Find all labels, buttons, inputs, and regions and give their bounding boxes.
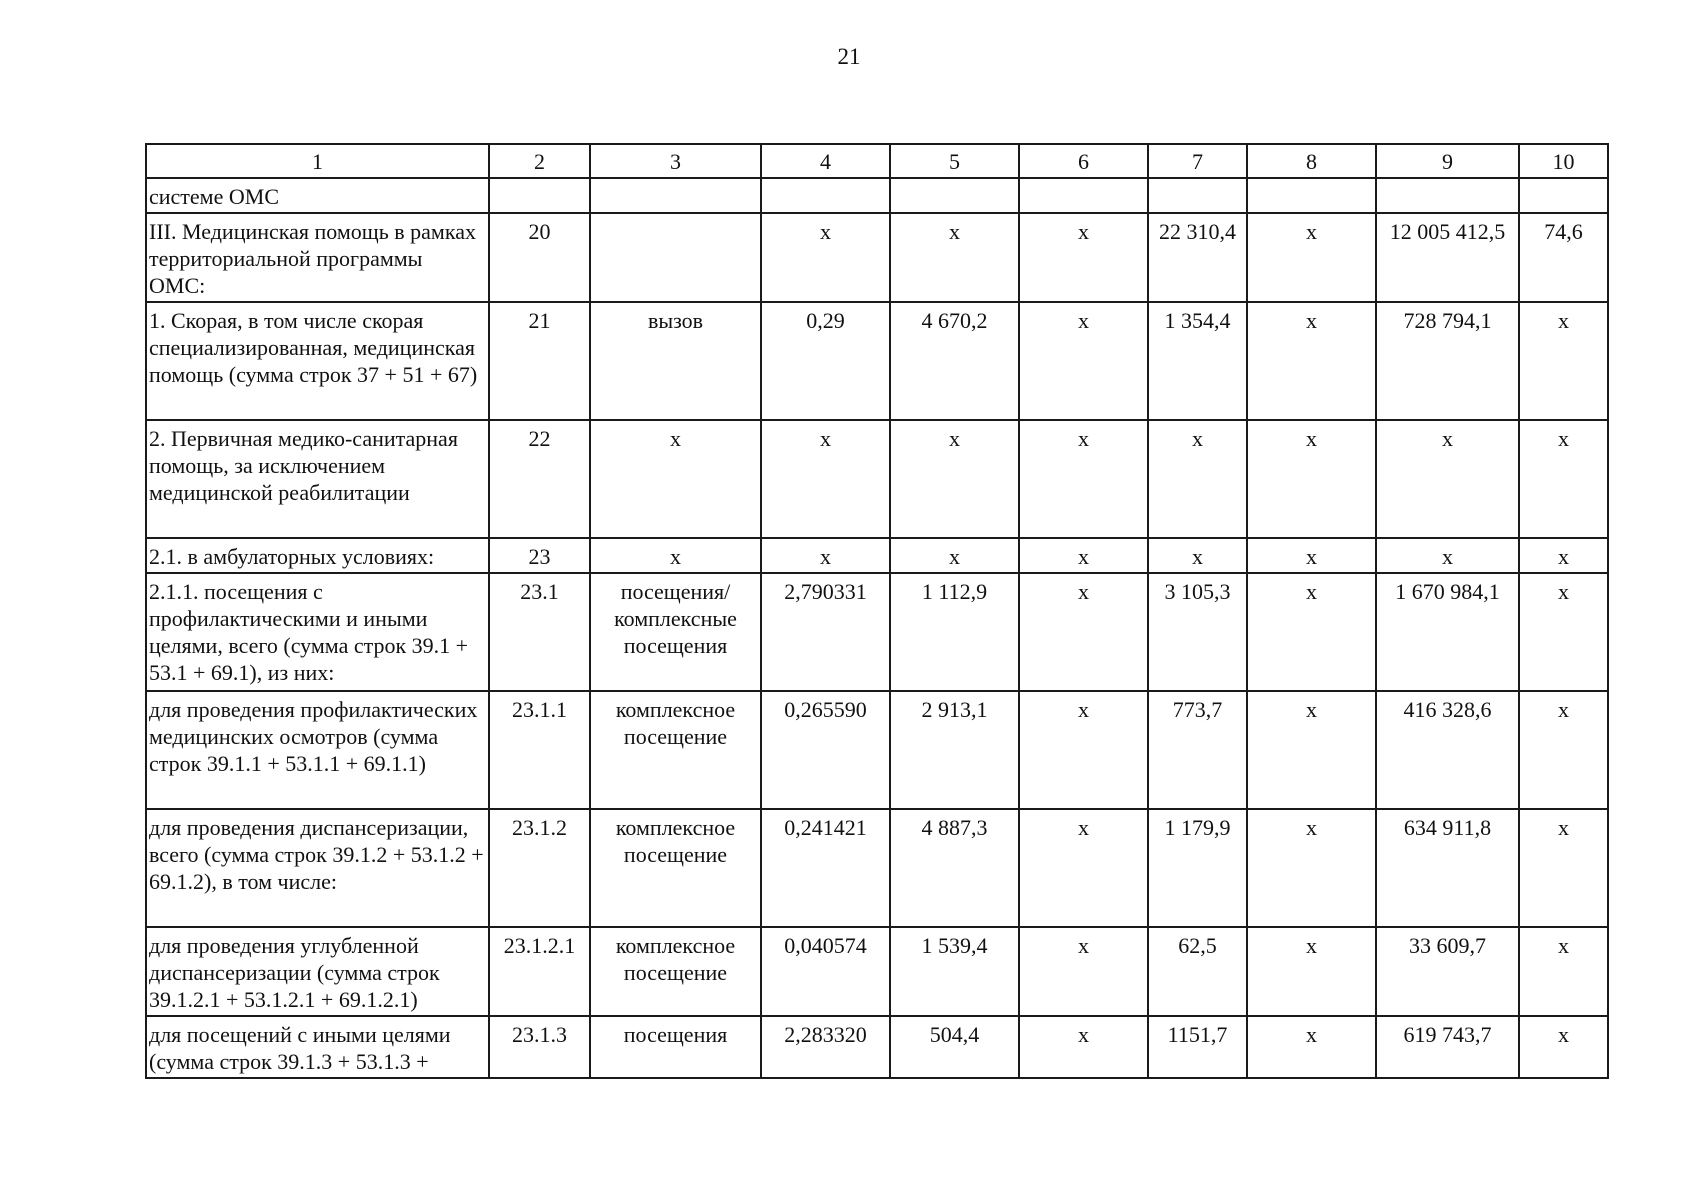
table-cell: х: [1519, 538, 1608, 573]
table-cell: 634 911,8: [1376, 809, 1519, 927]
table-cell: х: [1247, 420, 1376, 538]
table-cell: х: [1519, 809, 1608, 927]
table-cell: х: [1376, 420, 1519, 538]
table-row: [146, 691, 1608, 809]
table-cell: х: [1519, 302, 1608, 420]
table-row: [146, 927, 1608, 1016]
table-cell: 23.1.2.1: [489, 927, 590, 1016]
table-cell: х: [1247, 927, 1376, 1016]
table-cell: 1 354,4: [1148, 302, 1247, 420]
table-cell: 62,5: [1148, 927, 1247, 1016]
table-cell: 504,4: [890, 1016, 1019, 1078]
table-cell: х: [1019, 927, 1148, 1016]
table-row: [146, 420, 1608, 538]
table-cell: посещения: [590, 1016, 761, 1078]
table-body: [146, 144, 1608, 1078]
table-cell: х: [1247, 573, 1376, 691]
table-cell: х: [890, 420, 1019, 538]
page-number: 21: [837, 44, 861, 69]
header-cell: 3: [590, 144, 761, 178]
table-cell: 3 105,3: [1148, 573, 1247, 691]
table-cell: х: [1148, 420, 1247, 538]
table-header-row: [146, 144, 1608, 178]
table-cell: х: [761, 420, 890, 538]
header-cell: 4: [761, 144, 890, 178]
table-row: [146, 573, 1608, 691]
table-cell: [590, 178, 761, 213]
table-cell: 1 539,4: [890, 927, 1019, 1016]
table-cell: 22: [489, 420, 590, 538]
table-cell: 21: [489, 302, 590, 420]
table-cell: х: [1519, 691, 1608, 809]
row-description-cell: III. Медицинская помощь в рамках территориальной программы ОМС:: [146, 213, 489, 302]
table-cell: 2,283320: [761, 1016, 890, 1078]
table-cell: х: [1019, 302, 1148, 420]
table-cell: 773,7: [1148, 691, 1247, 809]
table-cell: 33 609,7: [1376, 927, 1519, 1016]
table-cell: 23.1.1: [489, 691, 590, 809]
table-cell: х: [1247, 1016, 1376, 1078]
table-cell: х: [1019, 691, 1148, 809]
header-cell: 6: [1019, 144, 1148, 178]
row-description-cell: для проведения диспансеризации, всего (сумма строк 39.1.2 + 53.1.2 + 69.1.2), в том числе:: [146, 809, 489, 927]
table-row: [146, 1016, 1608, 1078]
table-cell: 1 179,9: [1148, 809, 1247, 927]
table-cell: [590, 213, 761, 302]
table-cell: 416 328,6: [1376, 691, 1519, 809]
row-description-cell: для проведения углубленной диспансеризации (сумма строк 39.1.2.1 + 53.1.2.1 + 69.1.2.1): [146, 927, 489, 1016]
row-description-cell: 2.1. в амбулаторных условиях:: [146, 538, 489, 573]
table-cell: х: [890, 538, 1019, 573]
row-description-cell: 1. Скорая, в том числе скорая специализированная, медицинская помощь (сумма строк 37 + 51 + 67): [146, 302, 489, 420]
table-row: [146, 213, 1608, 302]
table-cell: 2 913,1: [890, 691, 1019, 809]
table-cell: х: [1019, 420, 1148, 538]
table-cell: 23.1: [489, 573, 590, 691]
table-cell: 23: [489, 538, 590, 573]
table-cell: х: [1019, 809, 1148, 927]
table-row: [146, 178, 1608, 213]
table-cell: х: [1519, 927, 1608, 1016]
table-cell: х: [1519, 573, 1608, 691]
table-cell: 0,241421: [761, 809, 890, 927]
table-cell: х: [1247, 538, 1376, 573]
table-cell: комплексное посещение: [590, 927, 761, 1016]
row-description-cell: для посещений с иными целями (сумма строк 39.1.3 + 53.1.3 +: [146, 1016, 489, 1078]
table-cell: 1151,7: [1148, 1016, 1247, 1078]
table-cell: 20: [489, 213, 590, 302]
header-cell: 2: [489, 144, 590, 178]
table-cell: 22 310,4: [1148, 213, 1247, 302]
table-row: [146, 538, 1608, 573]
table-cell: [489, 178, 590, 213]
table-cell: комплексное посещение: [590, 809, 761, 927]
table-cell: 619 743,7: [1376, 1016, 1519, 1078]
table-cell: [761, 178, 890, 213]
table-cell: 1 112,9: [890, 573, 1019, 691]
row-description-cell: 2. Первичная медико-санитарная помощь, за исключением медицинской реабилитации: [146, 420, 489, 538]
table-cell: 0,29: [761, 302, 890, 420]
table-cell: х: [1247, 809, 1376, 927]
table-cell: [1148, 178, 1247, 213]
header-cell: 8: [1247, 144, 1376, 178]
table-cell: 74,6: [1519, 213, 1608, 302]
row-description-cell: для проведения профилактических медицинских осмотров (сумма строк 39.1.1 + 53.1.1 + 69.1.1): [146, 691, 489, 809]
table-cell: х: [1519, 1016, 1608, 1078]
data-table: [145, 143, 1609, 1079]
header-cell: 9: [1376, 144, 1519, 178]
table-cell: 23.1.3: [489, 1016, 590, 1078]
table-cell: 4 887,3: [890, 809, 1019, 927]
table-cell: х: [761, 213, 890, 302]
table-cell: 0,040574: [761, 927, 890, 1016]
table-cell: х: [890, 213, 1019, 302]
table-cell: вызов: [590, 302, 761, 420]
table-cell: х: [1148, 538, 1247, 573]
header-cell: 7: [1148, 144, 1247, 178]
header-cell: 1: [146, 144, 489, 178]
table-cell: х: [1247, 302, 1376, 420]
table-cell: посещения/ комплексные посещения: [590, 573, 761, 691]
table-cell: [890, 178, 1019, 213]
table-cell: х: [1019, 213, 1148, 302]
table-cell: х: [1247, 691, 1376, 809]
table-cell: 0,265590: [761, 691, 890, 809]
table-cell: 23.1.2: [489, 809, 590, 927]
table-cell: 2,790331: [761, 573, 890, 691]
table-cell: х: [1247, 213, 1376, 302]
row-description-cell: системе ОМС: [146, 178, 489, 213]
table-cell: х: [1019, 1016, 1148, 1078]
table-cell: х: [761, 538, 890, 573]
table-cell: 728 794,1: [1376, 302, 1519, 420]
table-cell: [1247, 178, 1376, 213]
table-cell: 12 005 412,5: [1376, 213, 1519, 302]
table-cell: [1376, 178, 1519, 213]
header-cell: 10: [1519, 144, 1608, 178]
table-cell: 1 670 984,1: [1376, 573, 1519, 691]
table-cell: х: [1376, 538, 1519, 573]
table-row: [146, 302, 1608, 420]
table-cell: 4 670,2: [890, 302, 1019, 420]
table-cell: х: [1019, 573, 1148, 691]
table-cell: [1019, 178, 1148, 213]
table-cell: комплексное посещение: [590, 691, 761, 809]
table-cell: х: [590, 538, 761, 573]
table-cell: [1519, 178, 1608, 213]
table-cell: х: [590, 420, 761, 538]
table-cell: х: [1019, 538, 1148, 573]
row-description-cell: 2.1.1. посещения с профилактическими и иными целями, всего (сумма строк 39.1 + 53.1 + 69.1), из них:: [146, 573, 489, 691]
table-cell: х: [1519, 420, 1608, 538]
header-cell: 5: [890, 144, 1019, 178]
table-row: [146, 809, 1608, 927]
